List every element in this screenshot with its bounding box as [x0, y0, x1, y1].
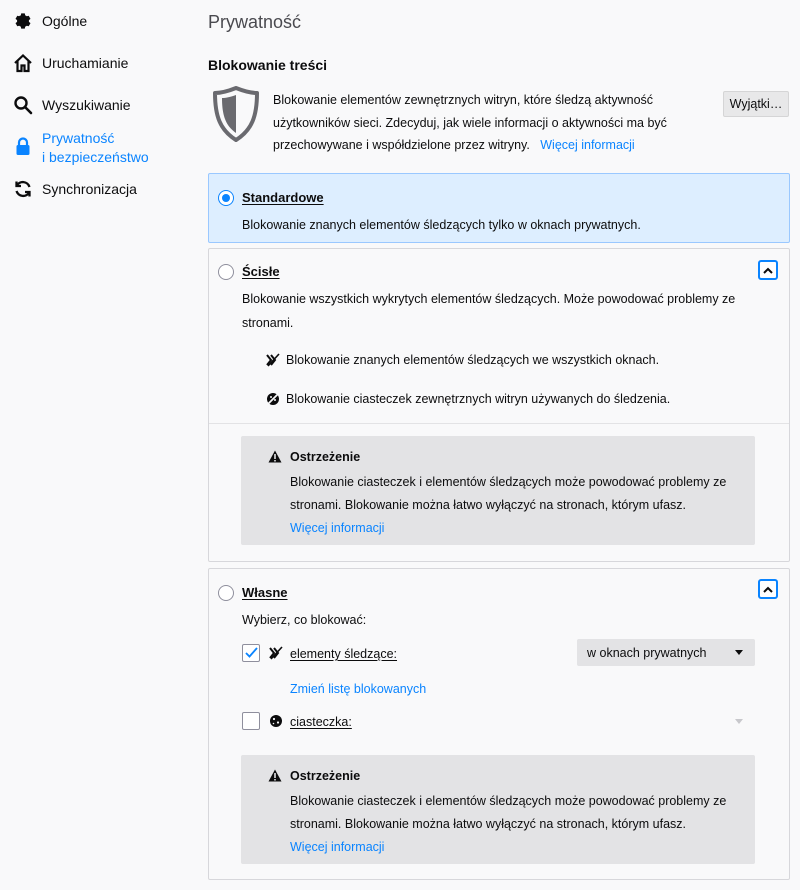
warning-body: Blokowanie ciasteczek i elementów śledzących może powodować problemy ze stronami. Blokowanie można łatwo wyłączyć na stronach, którym ufasz. [290, 475, 727, 512]
home-icon [12, 52, 34, 74]
learn-more-link[interactable]: Więcej informacji [540, 138, 635, 152]
trackers-checkbox[interactable] [242, 644, 260, 662]
sync-icon [12, 178, 34, 200]
gear-icon [12, 10, 34, 32]
cookie-icon [264, 390, 282, 408]
sidebar-item-label: Wyszukiwanie [42, 97, 131, 113]
shield-icon [212, 86, 260, 145]
cookies-checkbox[interactable] [242, 712, 260, 730]
strict-title: Ścisłe [242, 264, 280, 279]
trackers-select-value: w oknach prywatnych [587, 645, 707, 660]
sidebar-item-general[interactable] [12, 10, 87, 32]
collapse-button[interactable] [758, 579, 778, 599]
sidebar-item-label: Synchronizacja [42, 181, 137, 197]
warning-body: Blokowanie ciasteczek i elementów śledzących może powodować problemy ze stronami. Blokowanie można łatwo wyłączyć na stronach, którym ufasz. [290, 794, 727, 831]
exceptions-button[interactable]: Wyjątki… [723, 91, 789, 117]
warning-title: Ostrzeżenie [290, 450, 361, 464]
warning-text [290, 471, 740, 540]
warning-learn-more-link[interactable]: Więcej informacji [290, 840, 385, 854]
cookies-select [577, 708, 755, 735]
chevron-up-icon [763, 582, 773, 597]
checkmark-icon [245, 646, 258, 661]
warning-learn-more-link[interactable]: Więcej informacji [290, 521, 385, 535]
custom-warning-box [241, 755, 755, 864]
strict-option-card[interactable] [208, 248, 790, 562]
dropdown-arrow-icon [735, 650, 743, 655]
standard-description: Blokowanie znanych elementów śledzących tylko w oknach prywatnych. [242, 218, 641, 232]
standard-option-card[interactable] [208, 173, 790, 243]
custom-title: Własne [242, 585, 288, 600]
strict-warning-box [241, 436, 755, 545]
sidebar-item-label-line2: i bezpieczeństwo [42, 149, 149, 165]
standard-title: Standardowe [242, 190, 324, 205]
search-icon [12, 94, 34, 116]
warning-icon [268, 450, 282, 466]
content-blocking-description [273, 89, 693, 157]
sidebar-item-label-line1: Prywatność [42, 130, 115, 146]
sidebar-item-label: Ogólne [42, 13, 88, 29]
sidebar [0, 0, 190, 890]
strict-description: Blokowanie wszystkich wykrytych elementów śledzących. Może powodować problemy ze stronami. [242, 292, 736, 330]
custom-option-card[interactable] [208, 568, 790, 880]
sidebar-item-search[interactable] [12, 94, 131, 116]
strict-feature-cookies-text: Blokowanie ciasteczek zewnętrznych witryn używanych do śledzenia. [286, 392, 671, 406]
strict-feature-trackers [264, 351, 659, 369]
trackers-select[interactable] [577, 639, 755, 666]
change-blocklist-link[interactable]: Zmień listę blokowanych [290, 682, 427, 696]
custom-choose-label: Wybierz, co blokować: [242, 613, 367, 627]
sidebar-item-label: Uruchamianie [42, 55, 129, 71]
trackers-label[interactable]: elementy śledzące: [290, 647, 398, 661]
tracker-icon [269, 646, 283, 663]
standard-radio[interactable] [218, 190, 234, 206]
cookies-label[interactable]: ciasteczka: [290, 715, 352, 729]
sidebar-item-privacy[interactable] [12, 127, 149, 167]
cookie-icon [269, 714, 283, 731]
warning-text [290, 790, 740, 859]
intro-text: Blokowanie elementów zewnętrznych witryn, które śledzą aktywność użytkowników sieci. Zdecyduj, jak wiele informacji o aktywności ma być przechowywane i współdzielone przez witryny. [273, 93, 667, 152]
warning-title: Ostrzeżenie [290, 769, 361, 783]
collapse-button[interactable] [758, 260, 778, 280]
sidebar-item-home[interactable] [12, 52, 128, 74]
page-title: Prywatność [208, 12, 302, 32]
strict-radio[interactable] [218, 264, 234, 280]
section-title: Blokowanie treści [208, 57, 328, 73]
dropdown-arrow-icon [735, 719, 743, 724]
sidebar-item-label [42, 127, 149, 167]
custom-radio[interactable] [218, 585, 234, 601]
lock-icon [12, 135, 34, 157]
sidebar-item-sync[interactable] [12, 178, 137, 200]
strict-feature-trackers-text: Blokowanie znanych elementów śledzących we wszystkich oknach. [286, 353, 660, 367]
divider [209, 423, 789, 424]
warning-icon [268, 769, 282, 785]
strict-feature-cookies [264, 390, 670, 408]
tracker-icon [264, 351, 282, 369]
chevron-up-icon [763, 263, 773, 278]
